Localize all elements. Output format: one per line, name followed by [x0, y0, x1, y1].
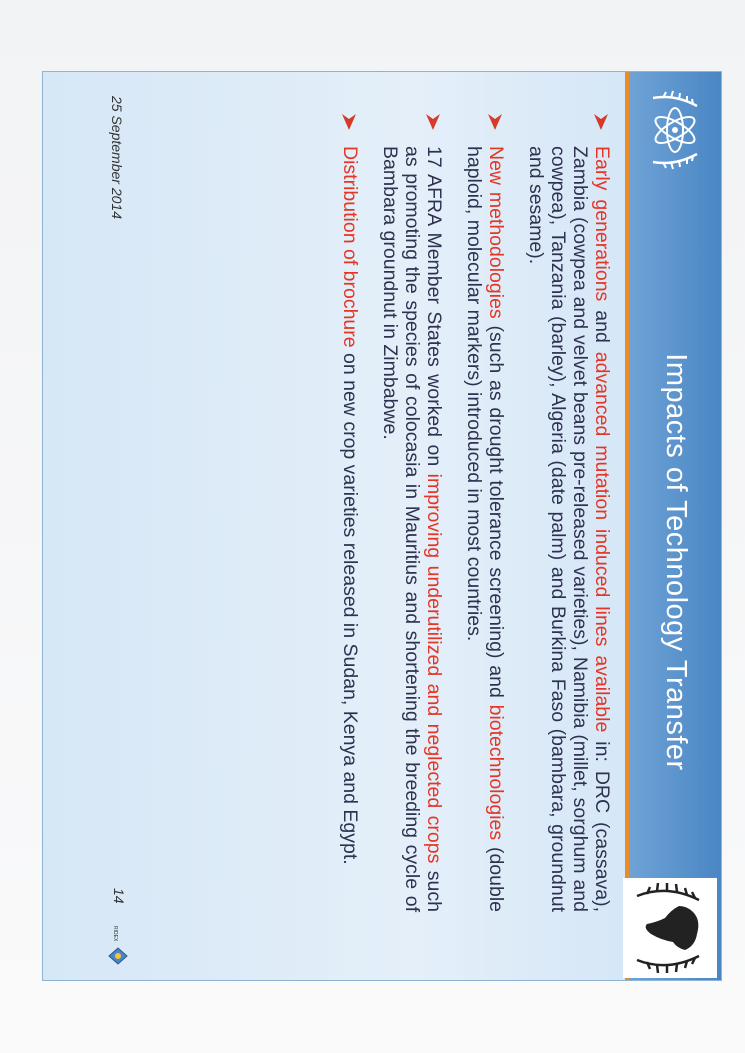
highlighted-text: advanced mutation induced lines available — [591, 351, 613, 733]
body-text: (double haploid, molecular markers) introduced in most countries. — [463, 146, 507, 913]
bullet-item — [339, 112, 361, 912]
ridex-logo-icon — [103, 924, 133, 968]
highlighted-text: improving underutilized and neglected crops — [423, 473, 445, 864]
page-number: 14 — [111, 888, 127, 904]
body-text: and — [591, 301, 613, 352]
bullet-item — [525, 112, 613, 912]
ridex-logo-text: RIDEX — [112, 926, 118, 942]
body-text: on new crop varieties released in Sudan, Kenya and Egypt. — [339, 347, 361, 865]
slide-title: Impacts of Technology Transfer — [660, 353, 692, 771]
highlighted-text: Early generations — [591, 146, 613, 302]
footer-date: 25 September 2014 — [109, 96, 125, 219]
bullet-list — [143, 112, 613, 912]
africa-emblem-icon — [623, 878, 717, 978]
title-bar — [629, 72, 721, 981]
body-text: (such as drought tolerance screening) and — [485, 318, 507, 705]
bullet-arrow-icon — [423, 112, 443, 132]
bullet-item — [379, 112, 445, 912]
bullet-arrow-icon — [339, 112, 359, 132]
accent-line — [625, 72, 629, 981]
bullet-arrow-icon — [485, 112, 505, 132]
highlighted-text: Distribution of brochure — [339, 146, 361, 348]
highlighted-text: New methodologies — [485, 146, 507, 319]
body-text: 17 AFRA Member States worked on — [423, 146, 445, 474]
bullet-arrow-icon — [591, 112, 611, 132]
body-text: such as promoting the species of colocasia in Mauritius and shortening the breeding cycle of Bambara groundnut in Zimbabwe. — [379, 146, 445, 912]
body-text: in: DRC (cassava), Zambia (cowpea and velvet beans pre-released varieties), Namibia (millet, sorghum and cowpea), Tanzania (barley), Algeria (date palm) and Burkina Faso (bambara, groundnut and sesame). — [525, 146, 613, 912]
iaea-atom-logo-icon — [635, 84, 715, 176]
bullet-item — [463, 112, 507, 912]
slide — [42, 71, 722, 981]
highlighted-text: biotechnologies — [485, 704, 507, 841]
